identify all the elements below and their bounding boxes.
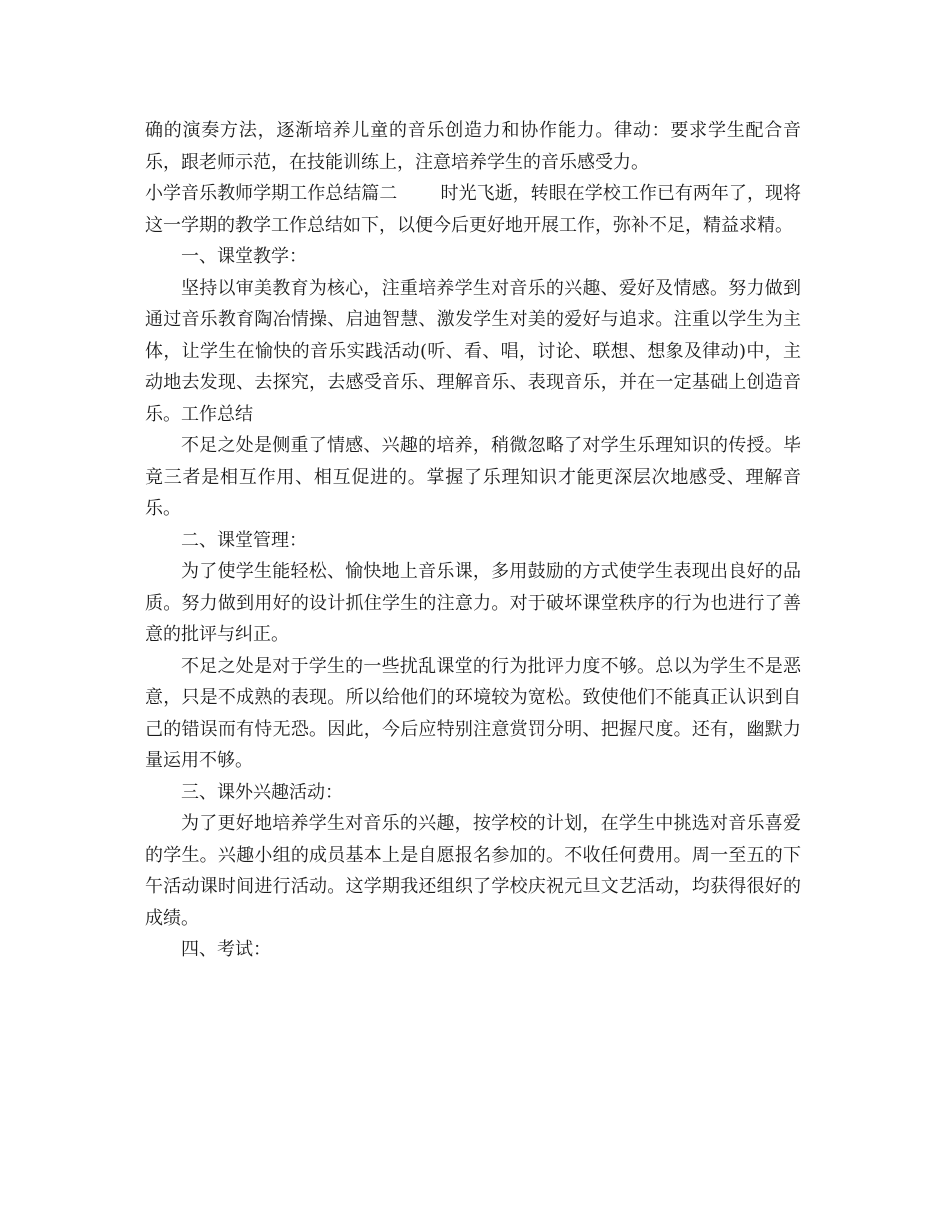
paragraph-management-shortfall: 不足之处是对于学生的一些扰乱课堂的行为批评力度不够。总以为学生不是恶意，只是不成熟的表现。所以给他们的环境较为宽松。致使他们不能真正认识到自己的错误而有恃无恐。因此，今后应特别注意赏罚分明、把握尺度。还有，幽默力量运用不够。 xyxy=(145,655,801,771)
section-title: 小学音乐教师学期工作总结篇二 xyxy=(145,183,398,204)
heading-extracurricular: 三、课外兴趣活动： xyxy=(181,781,343,803)
heading-classroom-management: 二、课堂管理： xyxy=(181,529,307,551)
heading-exams: 四、考试： xyxy=(181,939,271,960)
paragraph-teaching-shortfall: 不足之处是侧重了情感、兴趣的培养，稍微忽略了对学生乐理知识的传授。毕竟三者是相互作用、相互促进的。掌握了乐理知识才能更深层次地感受、理解音乐。 xyxy=(145,435,801,519)
paragraph-management-body: 为了使学生能轻松、愉快地上音乐课，多用鼓励的方式使学生表现出良好的品质。努力做到用好的设计抓住学生的注意力。对于破坏课堂秩序的行为也进行了善意的批评与纠正。 xyxy=(145,561,801,645)
section-title-paragraph xyxy=(145,178,801,241)
paragraph-continuation: 确的演奏方法，逐渐培养儿童的音乐创造力和协作能力。律动：要求学生配合音乐，跟老师示范，在技能训练上，注意培养学生的音乐感受力。 xyxy=(145,120,801,173)
document-body xyxy=(145,115,801,966)
paragraph-extracurricular-body: 为了更好地培养学生对音乐的兴趣，按学校的计划，在学生中挑选对音乐喜爱的学生。兴趣小组的成员基本上是自愿报名参加的。不收任何费用。周一至五的下午活动课时间进行活动。这学期我还组织了学校庆祝元旦文艺活动，均获得很好的成绩。 xyxy=(145,813,801,929)
heading-classroom-teaching: 一、课堂教学： xyxy=(181,246,307,267)
intro-text: 时光飞逝，转眼在学校工作已有两年了，现将这一学期的教学工作总结如下，以便今后更好地开展工作，弥补不足，精益求精。 xyxy=(145,183,802,236)
paragraph-teaching-body: 坚持以审美教育为核心，注重培养学生对音乐的兴趣、爱好及情感。努力做到通过音乐教育陶冶情操、启迪智慧、激发学生对美的爱好与追求。注重以学生为主体，让学生在愉快的音乐实践活动(听、看、唱，讨论、联想、想象及律动)中，主动地去发现、去探究，去感受音乐、理解音乐、表现音乐，并在一定基础上创造音乐。工作总结 xyxy=(145,277,801,425)
